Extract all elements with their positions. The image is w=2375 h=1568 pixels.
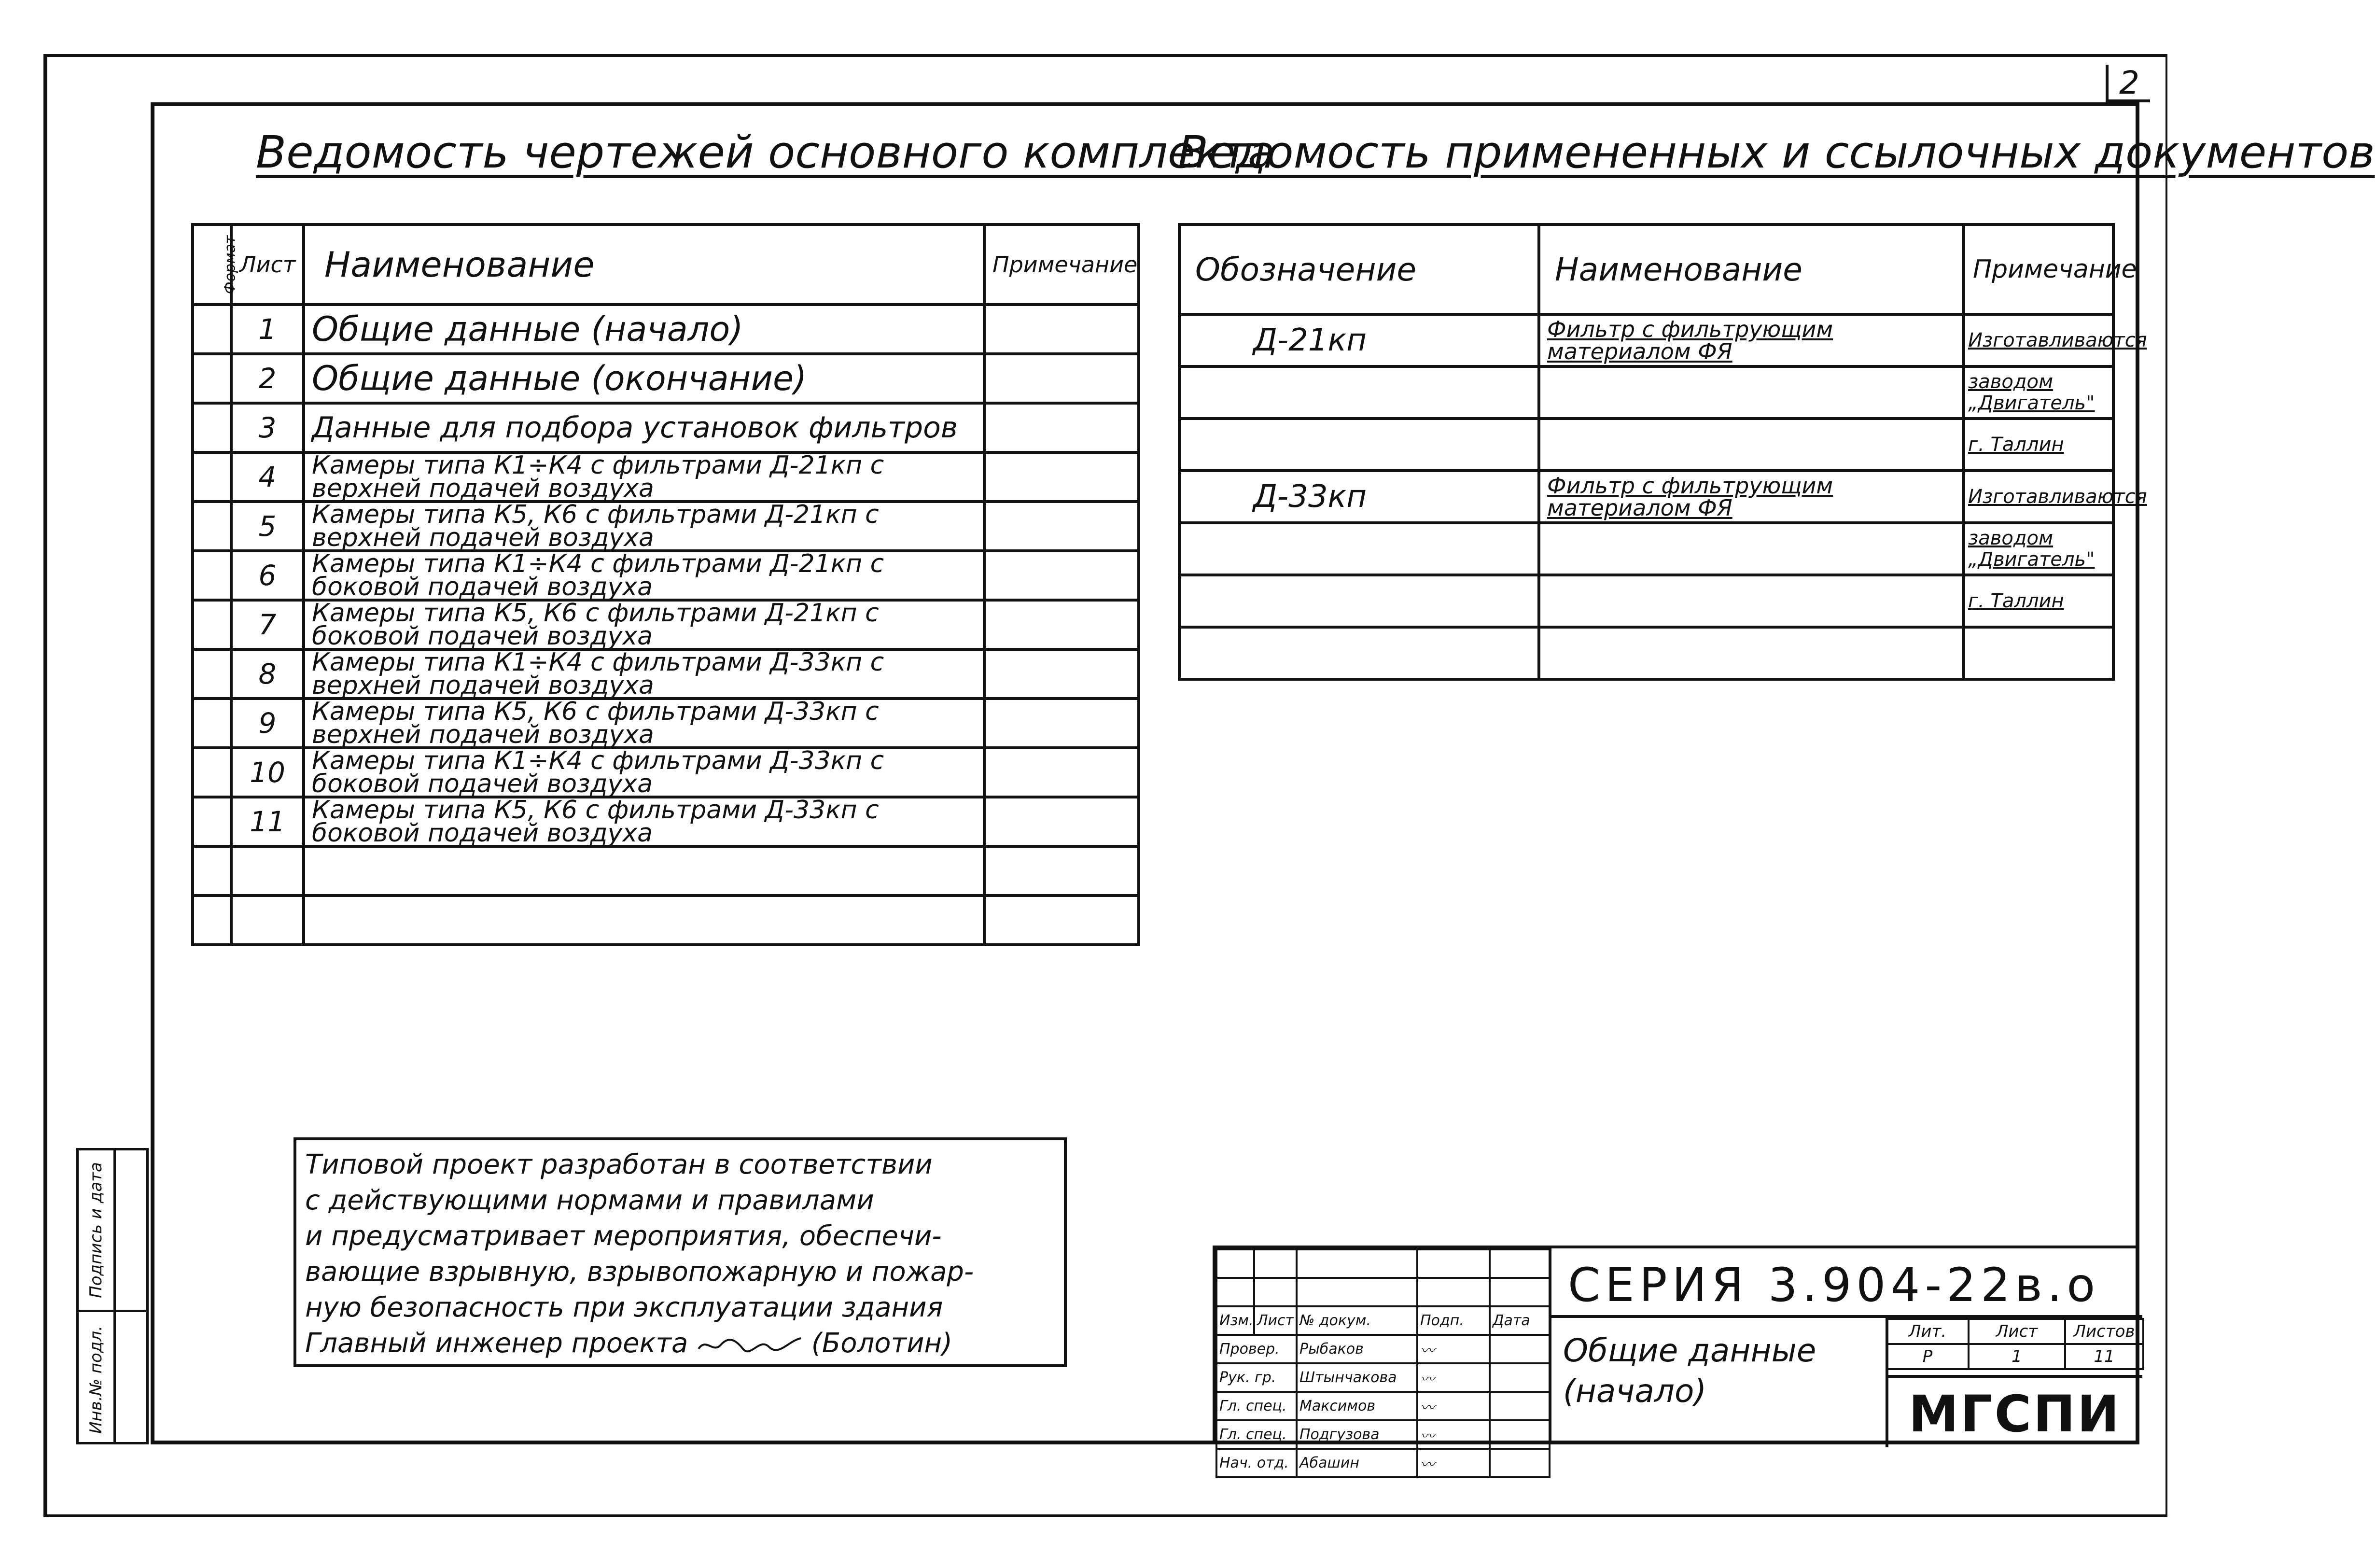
table-row	[1179, 419, 2113, 471]
role-row	[1216, 1335, 1550, 1363]
row-note	[984, 502, 1139, 551]
row-designation: Д-21кп	[1179, 314, 1539, 366]
title-block-signatures	[1215, 1248, 1551, 1478]
role-row	[1216, 1420, 1550, 1449]
row-designation: Д-33кп	[1179, 471, 1539, 523]
role: Рук. гр.	[1216, 1363, 1297, 1392]
row-note	[984, 452, 1139, 502]
sheet-header: Лист	[1969, 1319, 2065, 1344]
row-note: Изготавливаются	[1964, 314, 2113, 366]
row-designation	[1179, 366, 1539, 419]
note-line: Типовой проект разработан в соответствии	[305, 1149, 933, 1180]
row-designation	[1179, 575, 1539, 627]
row-sheet: 7	[231, 600, 304, 649]
row-name: Камеры типа К1÷К4 с фильтрами Д-33кп с верхней подачей воздуха	[304, 649, 984, 699]
role: Гл. спец.	[1216, 1420, 1297, 1449]
row-note	[984, 846, 1139, 896]
role-name: Штынчакова	[1297, 1363, 1417, 1392]
col-signature: Подп.	[1417, 1306, 1490, 1335]
role: Гл. спец.	[1216, 1392, 1297, 1420]
title-block	[1213, 1246, 2139, 1473]
role-row	[1216, 1392, 1550, 1420]
drawings-list-table	[191, 223, 1140, 946]
header-name: Наименование	[1539, 224, 1964, 314]
side-stamp-cell	[79, 1310, 146, 1447]
sheets-header: Листов	[2065, 1319, 2143, 1344]
table-row	[193, 896, 1139, 945]
side-stamp-cell	[79, 1150, 146, 1310]
sheet-value: 1	[1969, 1344, 2065, 1369]
col-sheet: Лист	[1254, 1306, 1297, 1335]
row-sheet: 6	[231, 551, 304, 600]
header-note: Примечание	[984, 224, 1139, 305]
row-designation	[1179, 627, 1539, 679]
signature-date-label: Подпись и дата	[86, 1162, 106, 1298]
row-sheet	[231, 896, 304, 945]
row-name	[1539, 523, 1964, 575]
row-name: Общие данные (окончание)	[304, 354, 984, 403]
stage-value: Р	[1886, 1344, 1969, 1369]
referenced-docs-table	[1178, 223, 2147, 681]
row-sheet	[231, 846, 304, 896]
inventory-number-label: Инв.№ подл.	[86, 1326, 106, 1434]
row-sheet: 11	[231, 797, 304, 846]
document-title-line: (начало)	[1563, 1372, 1707, 1410]
row-note	[984, 354, 1139, 403]
sheet-number: 2	[2106, 65, 2150, 102]
role-signature: 〰	[1417, 1392, 1490, 1420]
row-note	[984, 600, 1139, 649]
role-signature: 〰	[1417, 1420, 1490, 1449]
title-block-header-row	[1216, 1306, 1550, 1335]
table-row	[193, 797, 1139, 846]
table-row	[193, 649, 1139, 699]
role-name: Абашин	[1297, 1449, 1417, 1477]
table-row	[193, 600, 1139, 649]
document-title-line: Общие данные	[1563, 1332, 1816, 1369]
col-doc-no: № докум.	[1297, 1306, 1417, 1335]
col-change: Изм.	[1216, 1306, 1254, 1335]
sheets-value: 11	[2065, 1344, 2143, 1369]
row-name	[1539, 419, 1964, 471]
row-note: г. Таллин	[1964, 575, 2113, 627]
row-name	[304, 846, 984, 896]
table-row	[1179, 366, 2113, 419]
note-line: и предусматривает мероприятия, обеспечи-	[305, 1220, 942, 1252]
table-row	[193, 305, 1139, 354]
note-line: вающие взрывную, взрывопожарную и пожар-	[305, 1256, 974, 1288]
referenced-docs-title: Ведомость примененных и ссылочных документов	[1178, 126, 2375, 178]
table-row	[193, 699, 1139, 748]
document-title	[1563, 1330, 1816, 1412]
row-sheet: 1	[231, 305, 304, 354]
row-note	[984, 649, 1139, 699]
row-note	[984, 551, 1139, 600]
row-note	[984, 797, 1139, 846]
table-row	[1179, 575, 2113, 627]
row-name	[1539, 627, 1964, 679]
table-row	[193, 846, 1139, 896]
row-designation	[1179, 419, 1539, 471]
row-name: Камеры типа К1÷К4 с фильтрами Д-33кп с боковой подачей воздуха	[304, 748, 984, 797]
row-sheet: 8	[231, 649, 304, 699]
row-name	[1539, 575, 1964, 627]
table-row	[193, 502, 1139, 551]
series-designation: СЕРИЯ 3.904-22в.о	[1568, 1258, 2100, 1312]
table-row	[193, 354, 1139, 403]
drawings-header-row	[193, 224, 1139, 305]
row-note	[984, 403, 1139, 452]
title-block-divider	[1549, 1248, 1551, 1442]
row-name: Данные для подбора установок фильтров	[304, 403, 984, 452]
signature-label: Главный инженер проекта	[305, 1328, 688, 1359]
table-row	[193, 452, 1139, 502]
row-name: Камеры типа К5, К6 с фильтрами Д-33кп с верхней подачей воздуха	[304, 699, 984, 748]
header-sheet: Лист	[231, 224, 304, 305]
row-note	[984, 748, 1139, 797]
header-format: Формат	[193, 224, 231, 305]
row-sheet: 4	[231, 452, 304, 502]
row-name	[304, 896, 984, 945]
role-signature: 〰	[1417, 1449, 1490, 1477]
row-note	[984, 699, 1139, 748]
signature-scribble-icon	[697, 1334, 803, 1356]
table-row	[1179, 627, 2113, 679]
row-sheet: 5	[231, 502, 304, 551]
row-designation	[1179, 523, 1539, 575]
header-name: Наименование	[304, 224, 984, 305]
organization-name: МГСПИ	[1887, 1375, 2142, 1450]
row-name: Фильтр с фильтрующим материалом ФЯ	[1539, 471, 1964, 523]
row-name: Камеры типа К5, К6 с фильтрами Д-21кп с боковой подачей воздуха	[304, 600, 984, 649]
row-note	[984, 305, 1139, 354]
project-note-box	[293, 1137, 1067, 1367]
role-name: Максимов	[1297, 1392, 1417, 1420]
row-name: Камеры типа К1÷К4 с фильтрами Д-21кп с боковой подачей воздуха	[304, 551, 984, 600]
row-name	[1539, 366, 1964, 419]
row-name: Общие данные (начало)	[304, 305, 984, 354]
row-note: заводом „Двигатель"	[1964, 366, 2113, 419]
table-row	[193, 551, 1139, 600]
row-note: Изготавливаются	[1964, 471, 2113, 523]
row-name: Камеры типа К5, К6 с фильтрами Д-21кп с верхней подачей воздуха	[304, 502, 984, 551]
row-sheet: 10	[231, 748, 304, 797]
row-name: Фильтр с фильтрующим материалом ФЯ	[1539, 314, 1964, 366]
role-row	[1216, 1363, 1550, 1392]
drawings-list-title: Ведомость чертежей основного комплекта	[256, 126, 1275, 178]
role-name: Подгузова	[1297, 1420, 1417, 1449]
row-note	[984, 896, 1139, 945]
row-sheet: 2	[231, 354, 304, 403]
header-designation: Обозначение	[1179, 224, 1539, 314]
side-stamp	[76, 1148, 149, 1444]
table-row	[1179, 314, 2113, 366]
role-signature: 〰	[1417, 1335, 1490, 1363]
table-row	[1179, 523, 2113, 575]
col-date: Дата	[1490, 1306, 1550, 1335]
row-name: Камеры типа К5, К6 с фильтрами Д-33кп с боковой подачей воздуха	[304, 797, 984, 846]
stage-header: Лит.	[1886, 1319, 1969, 1344]
table-row	[1179, 471, 2113, 523]
row-note: заводом „Двигатель"	[1964, 523, 2113, 575]
table-row	[193, 403, 1139, 452]
role-name: Рыбаков	[1297, 1335, 1417, 1363]
refdocs-header-row	[1179, 224, 2113, 314]
role: Нач. отд.	[1216, 1449, 1297, 1477]
signature-name: (Болотин)	[811, 1328, 952, 1359]
row-name: Камеры типа К1÷К4 с фильтрами Д-21кп с верхней подачей воздуха	[304, 452, 984, 502]
sheet-info-table	[1886, 1318, 2144, 1370]
row-note	[1964, 627, 2113, 679]
note-line: с действующими нормами и правилами	[305, 1185, 874, 1216]
note-line: ную безопасность при эксплуатации здания	[305, 1292, 943, 1323]
note-signature-line	[305, 1326, 1055, 1361]
role-signature: 〰	[1417, 1363, 1490, 1392]
table-row	[193, 748, 1139, 797]
role-row	[1216, 1449, 1550, 1477]
row-note: г. Таллин	[1964, 419, 2113, 471]
row-sheet: 9	[231, 699, 304, 748]
header-note: Примечание	[1964, 224, 2113, 314]
role: Провер.	[1216, 1335, 1297, 1363]
row-sheet: 3	[231, 403, 304, 452]
